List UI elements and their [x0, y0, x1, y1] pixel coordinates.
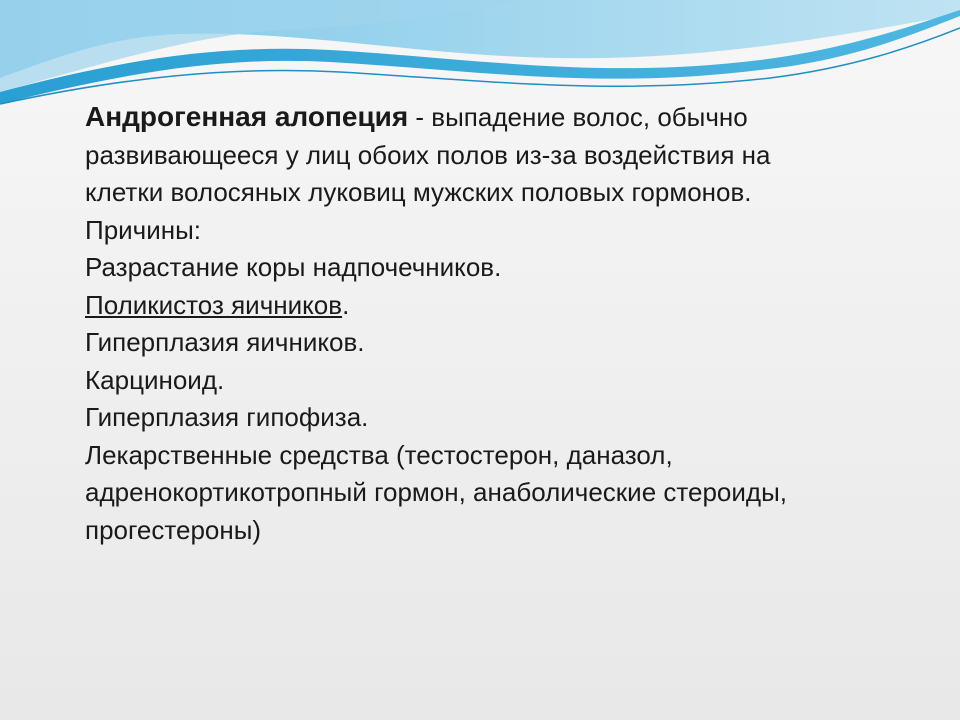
cause-text: Разрастание коры надпочечников	[85, 252, 495, 282]
term-heading: Андрогенная алопеция	[85, 101, 409, 132]
cause-suffix: .	[217, 364, 225, 395]
cause-text: Лекарственные средства (тестостерон, даназол, адренокортикотропный гормон, анаболические стероиды, прогестероны)	[85, 439, 787, 545]
list-item	[85, 362, 845, 400]
cause-text: Карциноид	[85, 364, 217, 395]
list-item	[85, 399, 845, 437]
cause-suffix: .	[342, 289, 350, 320]
list-item	[85, 287, 845, 325]
cause-text: Гиперплазия яичников	[85, 327, 358, 357]
list-item	[85, 249, 845, 287]
cause-link[interactable]: Поликистоз яичников	[85, 289, 343, 320]
cause-suffix: .	[357, 327, 365, 357]
cause-suffix: .	[494, 252, 502, 282]
list-item	[85, 324, 845, 362]
list-item	[85, 437, 845, 550]
definition-paragraph	[85, 98, 845, 249]
causes-list	[85, 249, 845, 549]
cause-suffix: .	[361, 402, 369, 432]
cause-text: Гиперплазия гипофиза	[85, 402, 362, 432]
slide-content	[85, 98, 845, 549]
definition-text: - выпадение волос, обычно развивающееся у лиц обоих полов из-за воздействия на клетки волосяных луковиц мужских половых гормонов. Причины:	[85, 102, 771, 245]
